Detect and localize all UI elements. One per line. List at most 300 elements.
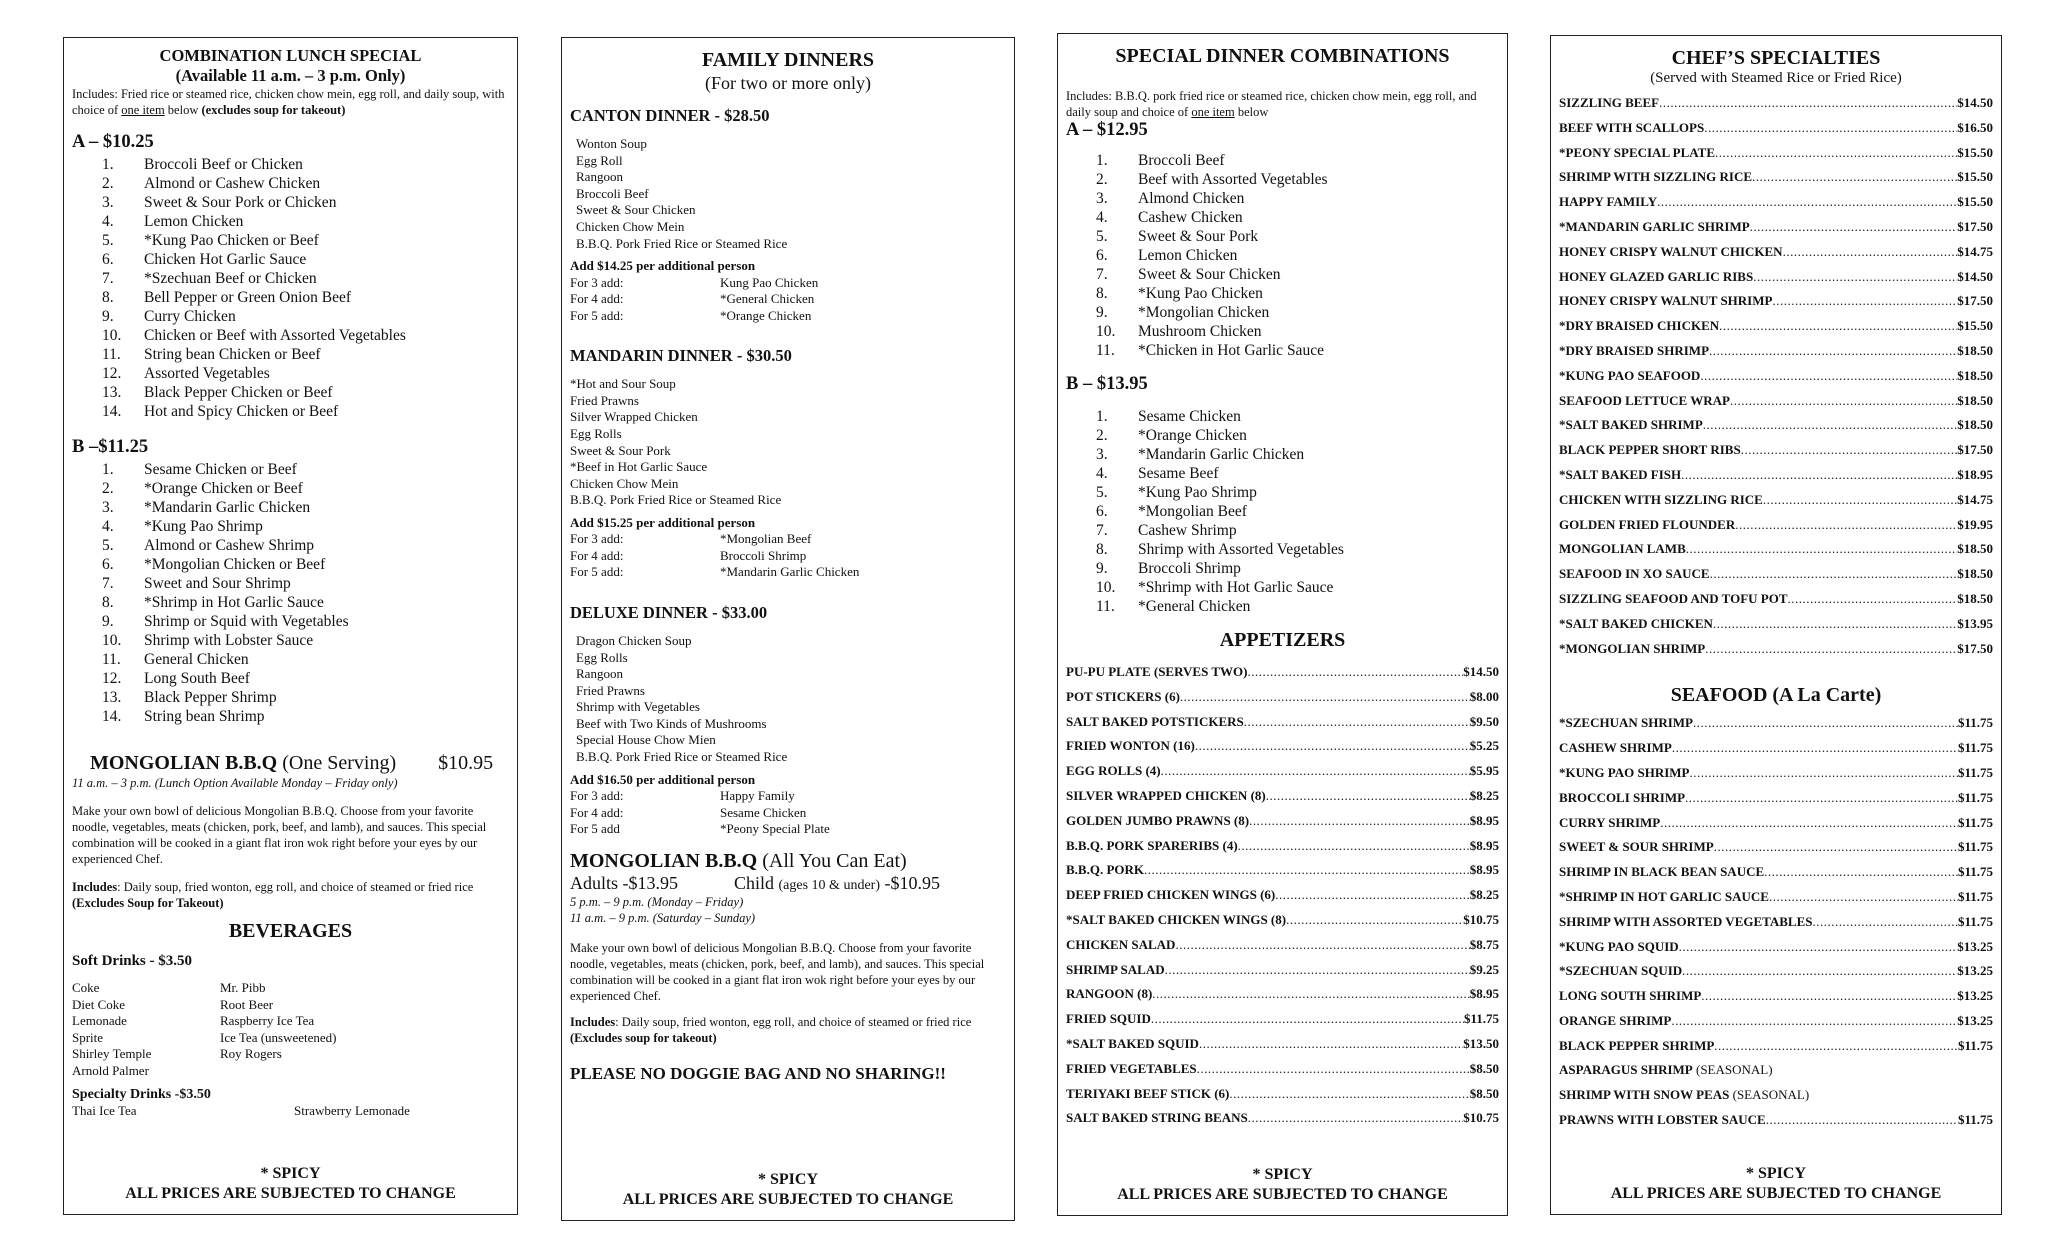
add-count: For 3 add: — [570, 788, 624, 804]
dish-line: Fried Prawns — [576, 682, 645, 698]
add-dish: *Mandarin Garlic Chicken — [720, 564, 860, 580]
item-label: Curry Chicken — [144, 308, 236, 325]
menu-item-name: GOLDEN JUMBO PRAWNS (8) — [1066, 812, 1250, 828]
menu-item — [1559, 811, 1993, 836]
dot-leader — [1175, 933, 1469, 958]
dish-line: *Hot and Sour Soup — [570, 376, 676, 392]
mandarin-items — [570, 376, 1006, 509]
menu-item-price: $18.95 — [1957, 466, 1993, 482]
menu-item-price: $11.75 — [1957, 888, 1993, 904]
lunch-mongolian-name: MONGOLIAN B.B.Q — [90, 752, 278, 774]
list-item — [1096, 540, 1499, 559]
family-inc-text: : Daily soup, fried wonton, egg roll, and choice of steamed or fried rice — [615, 1014, 972, 1029]
special-a-title: A – $12.95 — [1066, 120, 1148, 140]
item-number: 6. — [1096, 247, 1108, 264]
menu-item — [1559, 91, 1993, 116]
menu-item-price: $11.75 — [1957, 715, 1993, 731]
seafood-title: SEAFOOD (A La Carte) — [1670, 684, 1882, 707]
menu-item — [1066, 1057, 1499, 1082]
menu-item — [1559, 1083, 1993, 1108]
menu-item — [1559, 1009, 1993, 1034]
list-item — [102, 707, 509, 726]
menu-item-name: SWEET & SOUR SHRIMP — [1559, 839, 1714, 855]
add-dish: Happy Family — [720, 788, 795, 804]
menu-item-price: $8.95 — [1469, 986, 1499, 1002]
menu-item-name: SEAFOOD IN XO SAUCE — [1559, 566, 1710, 582]
appetizers-title: APPETIZERS — [1219, 629, 1346, 651]
menu-item-name: SHRIMP WITH SIZZLING RICE — [1559, 169, 1753, 185]
menu-item-price: $18.50 — [1957, 590, 1993, 606]
dot-leader — [1713, 612, 1957, 637]
menu-item-price: $11.75 — [1957, 913, 1993, 929]
add-count: For 3 add: — [570, 274, 624, 290]
item-number: 12. — [102, 365, 122, 382]
add-row — [570, 548, 1006, 565]
add-dish: *General Chicken — [720, 291, 815, 307]
item-label: Sesame Chicken or Beef — [144, 461, 297, 478]
dish-line: Wonton Soup — [576, 136, 647, 151]
item-number: 7. — [1096, 266, 1108, 283]
item-number: 5. — [1096, 228, 1108, 245]
deluxe-adds — [570, 788, 1006, 838]
dot-leader — [1266, 784, 1470, 809]
menu-item — [1559, 761, 1993, 786]
list-item — [1096, 170, 1499, 189]
dot-leader — [1710, 562, 1958, 587]
dot-leader — [1704, 116, 1957, 141]
item-label: Broccoli Beef or Chicken — [144, 156, 303, 173]
menu-item-price: $14.50 — [1957, 268, 1993, 284]
menu-item-price: $17.50 — [1957, 293, 1993, 309]
menu-item-price: $18.50 — [1957, 417, 1993, 433]
item-number: 1. — [1096, 152, 1108, 169]
menu-item-name: HAPPY FAMILY — [1559, 194, 1658, 210]
menu-item-price: $17.50 — [1957, 442, 1993, 458]
item-number: 12. — [102, 670, 122, 687]
menu-item — [1559, 289, 1993, 314]
add-dish: Broccoli Shrimp — [720, 547, 807, 563]
add-row — [570, 564, 1006, 581]
dot-leader — [1703, 413, 1957, 438]
menu-item-price: $17.50 — [1957, 640, 1993, 656]
menu-item — [1559, 612, 1993, 637]
item-label: *Mandarin Garlic Chicken — [144, 499, 311, 516]
seasonal-note: (SEASONAL) — [1692, 1062, 1773, 1078]
menu-item — [1066, 958, 1499, 983]
menu-item-name: SILVER WRAPPED CHICKEN (8) — [1066, 787, 1266, 803]
item-number: 2. — [102, 175, 114, 192]
item-label: *Mongolian Chicken or Beef — [144, 556, 326, 573]
item-label: *Kung Pao Chicken — [1138, 285, 1263, 302]
dish-line: B.B.Q. Pork Fried Rice or Steamed Rice — [570, 492, 782, 508]
dot-leader — [1161, 759, 1470, 784]
add-dish: *Peony Special Plate — [720, 821, 830, 837]
dot-leader — [1686, 537, 1958, 562]
menu-item — [1559, 141, 1993, 166]
item-label: Sweet & Sour Pork or Chicken — [144, 194, 337, 211]
lunch-footer — [64, 1164, 517, 1204]
dot-leader — [1152, 982, 1469, 1007]
dish-line: Lemonade — [72, 1013, 127, 1028]
item-label: Sweet & Sour Chicken — [1138, 266, 1281, 283]
dot-leader — [1705, 637, 1957, 662]
dish-line: Coke — [72, 980, 100, 995]
menu-item-price: $11.75 — [1957, 864, 1993, 880]
dot-leader — [1700, 364, 1957, 389]
menu-item-price: $19.95 — [1957, 516, 1993, 532]
item-label: *Mongolian Chicken — [1138, 304, 1270, 321]
menu-item-name: BLACK PEPPER SHRIMP — [1559, 1037, 1715, 1053]
menu-item — [1066, 660, 1499, 685]
menu-item — [1559, 736, 1993, 761]
menu-item — [1066, 1007, 1499, 1032]
list-item — [1096, 483, 1499, 502]
list-item — [102, 460, 509, 479]
child-ages: (ages 10 & under) — [778, 877, 880, 893]
dish-line: Beef with Two Kinds of Mushrooms — [576, 715, 767, 731]
item-number: 9. — [1096, 560, 1108, 577]
dish-line: B.B.Q. Pork Fried Rice or Steamed Rice — [576, 749, 788, 765]
menu-item-name: HONEY CRISPY WALNUT CHICKEN — [1559, 243, 1783, 259]
dot-leader — [1286, 908, 1463, 933]
add-row — [570, 291, 1006, 308]
dot-leader — [1763, 488, 1957, 513]
list-item — [1096, 464, 1499, 483]
item-label: Shrimp with Lobster Sauce — [144, 632, 314, 649]
lunch-subtitle: (Available 11 a.m. – 3 p.m. Only) — [175, 66, 406, 85]
list-item — [102, 479, 509, 498]
family-mongolian-includes — [570, 1014, 1006, 1046]
add-count: For 5 add: — [570, 307, 624, 323]
list-item — [1096, 189, 1499, 208]
item-number: 4. — [102, 518, 114, 535]
menu-item-name: *SHRIMP IN HOT GARLIC SAUCE — [1559, 888, 1769, 904]
dish-line: Shirley Temple — [72, 1046, 152, 1061]
menu-item-name: FRIED WONTON (16) — [1066, 738, 1195, 754]
menu-item — [1066, 908, 1499, 933]
specialty-drink: Thai Ice Tea — [72, 1103, 137, 1118]
no-sharing-notice: PLEASE NO DOGGIE BAG AND NO SHARING!! — [570, 1063, 946, 1083]
family-mongolian-sub: (All You Can Eat) — [757, 849, 907, 872]
item-label: Almond Chicken — [1138, 190, 1245, 207]
menu-item-name: *SALT BAKED CHICKEN — [1559, 615, 1713, 631]
list-item — [102, 688, 509, 707]
dot-leader — [1660, 811, 1958, 836]
family-title: FAMILY DINNERS — [701, 49, 875, 71]
soft-drinks-title: Soft Drinks - $3.50 — [72, 953, 193, 969]
dot-leader — [1735, 513, 1957, 538]
menu-item-name: SHRIMP WITH ASSORTED VEGETABLES — [1559, 913, 1813, 929]
dish-line: Raspberry Ice Tea — [220, 1013, 315, 1028]
add-row — [570, 275, 1006, 292]
dot-leader — [1659, 91, 1957, 116]
menu-item — [1559, 637, 1993, 662]
list-item — [102, 364, 509, 383]
item-label: Beef with Assorted Vegetables — [1138, 171, 1328, 188]
list-item — [102, 517, 509, 536]
child-amount: -$10.95 — [879, 872, 940, 893]
menu-item-name: SHRIMP IN BLACK BEAN SAUCE — [1559, 864, 1765, 880]
menu-item-price: $8.50 — [1469, 1085, 1499, 1101]
menu-item — [1066, 858, 1499, 883]
dot-leader — [1752, 165, 1957, 190]
menu-item — [1559, 513, 1993, 538]
item-number: 5. — [1096, 484, 1108, 501]
price-notice: ALL PRICES ARE SUBJECTED TO CHANGE — [125, 1185, 456, 1202]
menu-item — [1066, 1032, 1499, 1057]
canton-add: Add $14.25 per additional person — [570, 258, 756, 274]
menu-item-price: $15.50 — [1957, 144, 1993, 160]
item-number: 3. — [1096, 446, 1108, 463]
menu-item-name: *DRY BRAISED SHRIMP — [1559, 342, 1710, 358]
dot-leader — [1672, 736, 1958, 761]
dish-line: Broccoli Beef — [576, 185, 649, 201]
list-item — [102, 345, 509, 364]
spicy-note: * SPICY — [1745, 1165, 1806, 1182]
list-item — [102, 593, 509, 612]
item-number: 8. — [102, 289, 114, 306]
menu-item — [1066, 883, 1499, 908]
spicy-note: * SPICY — [1252, 1166, 1313, 1183]
item-number: 14. — [102, 708, 122, 725]
dish-line: Egg Rolls — [570, 425, 622, 441]
item-number: 2. — [1096, 171, 1108, 188]
menu-item-name: DEEP FRIED CHICKEN WINGS (6) — [1066, 887, 1276, 903]
lunch-mongolian-title — [90, 752, 396, 775]
menu-item — [1559, 339, 1993, 364]
specialty-drinks-title: Specialty Drinks -$3.50 — [72, 1087, 211, 1102]
menu-item-price: $8.95 — [1469, 862, 1499, 878]
add-row — [570, 821, 1006, 838]
dot-leader — [1144, 858, 1470, 883]
menu-item — [1559, 463, 1993, 488]
menu-item-name: *KUNG PAO SEAFOOD — [1559, 367, 1701, 383]
menu-item-name: B.B.Q. PORK SPARERIBS (4) — [1066, 837, 1238, 853]
special-b-title: B – $13.95 — [1066, 374, 1148, 394]
item-label: Long South Beef — [144, 670, 250, 687]
menu-item-price: $15.50 — [1957, 169, 1993, 185]
list-item — [1096, 502, 1499, 521]
dot-leader — [1719, 314, 1957, 339]
menu-item-name: SIZZLING BEEF — [1559, 95, 1660, 110]
menu-item-name: CHICKEN SALAD — [1066, 936, 1176, 952]
menu-item-price: $8.95 — [1469, 812, 1499, 828]
dish-line: Rangoon — [576, 169, 623, 185]
lunch-inc2-text: : Daily soup, fried wonton, egg roll, and choice of steamed or fried rice — [117, 880, 474, 894]
item-number: 1. — [1096, 408, 1108, 425]
menu-item-name: GOLDEN FRIED FLOUNDER — [1559, 516, 1736, 532]
item-number: 7. — [102, 575, 114, 592]
menu-item — [1559, 364, 1993, 389]
lunch-includes — [72, 86, 509, 118]
price-notice: ALL PRICES ARE SUBJECTED TO CHANGE — [1610, 1185, 1942, 1202]
menu-item-name: *KUNG PAO SQUID — [1559, 938, 1679, 954]
menu-item-price: $11.75 — [1957, 839, 1993, 855]
dish-line: Dragon Chicken Soup — [576, 632, 692, 648]
dot-leader — [1701, 984, 1957, 1009]
item-number: 10. — [1096, 323, 1116, 340]
dot-leader — [1715, 141, 1957, 166]
menu-item-price: $9.50 — [1469, 713, 1499, 729]
item-label: *General Chicken — [1138, 598, 1251, 615]
add-dish: Sesame Chicken — [720, 804, 807, 820]
item-number: 14. — [102, 403, 122, 420]
add-count: For 4 add: — [570, 547, 624, 563]
menu-item-price: $13.25 — [1957, 938, 1993, 954]
panel-special-dinner — [1057, 33, 1508, 1216]
menu-item — [1066, 982, 1499, 1007]
dot-leader — [1813, 910, 1958, 935]
menu-item-price: $11.75 — [1957, 740, 1993, 756]
menu-item-price: $5.95 — [1469, 763, 1499, 779]
lunch-b-title: B –$11.25 — [72, 437, 149, 457]
menu-item-price: $8.50 — [1469, 1060, 1499, 1076]
dot-leader — [1772, 289, 1957, 314]
menu-item-price: $13.95 — [1957, 615, 1993, 631]
canton-items — [570, 136, 1006, 252]
menu-item — [1066, 685, 1499, 710]
lunch-includes-text2: below — [164, 103, 202, 117]
panel-lunch-special — [63, 37, 518, 1215]
menu-item-price: $8.75 — [1469, 936, 1499, 952]
menu-item — [1559, 910, 1993, 935]
menu-item-price: $11.75 — [1957, 814, 1993, 830]
dot-leader — [1151, 1007, 1464, 1032]
menu-item — [1559, 165, 1993, 190]
menu-item-price: $8.00 — [1469, 688, 1499, 704]
list-item — [102, 174, 509, 193]
dish-line: *Beef in Hot Garlic Sauce — [570, 459, 708, 475]
item-number: 11. — [102, 651, 121, 668]
special-includes — [1066, 88, 1499, 120]
specialty-drink: Strawberry Lemonade — [294, 1103, 410, 1118]
menu-item — [1559, 1058, 1993, 1083]
add-dish: *Mongolian Beef — [720, 531, 812, 547]
menu-item-name: *MONGOLIAN SHRIMP — [1559, 640, 1706, 656]
dish-line: Shrimp with Vegetables — [576, 699, 700, 715]
item-number: 13. — [102, 689, 122, 706]
dot-leader — [1730, 389, 1957, 414]
item-label: Assorted Vegetables — [144, 365, 270, 382]
menu-item-name: POT STICKERS (6) — [1066, 688, 1180, 704]
item-label: Broccoli Shrimp — [1138, 560, 1241, 577]
menu-item-price: $8.25 — [1469, 787, 1499, 803]
list-item — [1096, 407, 1499, 426]
child-label: Child — [734, 872, 779, 893]
family-mongolian-header — [570, 850, 1006, 873]
list-item — [102, 669, 509, 688]
dish-line: Sweet & Sour Pork — [570, 442, 671, 458]
add-row — [570, 531, 1006, 548]
item-label: String bean Shrimp — [144, 708, 265, 725]
spicy-note: * SPICY — [757, 1171, 818, 1188]
dish-line: B.B.Q. Pork Fried Rice or Steamed Rice — [576, 235, 788, 251]
menu-item — [1559, 835, 1993, 860]
menu-item-name: *SALT BAKED CHICKEN WINGS (8) — [1066, 911, 1287, 927]
item-label: Almond or Cashew Shrimp — [144, 537, 315, 554]
chef-items-list — [1559, 91, 1993, 661]
item-number: 9. — [1096, 304, 1108, 321]
list-item — [1096, 445, 1499, 464]
menu-item-name: *KUNG PAO SHRIMP — [1559, 764, 1690, 780]
menu-item-price: $17.50 — [1957, 218, 1993, 234]
family-mongolian-name: MONGOLIAN B.B.Q — [570, 849, 758, 872]
item-number: 7. — [102, 270, 114, 287]
item-label: General Chicken — [144, 651, 249, 668]
item-label: Sweet & Sour Pork — [1138, 228, 1259, 245]
list-item — [102, 498, 509, 517]
item-label: Cashew Shrimp — [1138, 522, 1237, 539]
dot-leader — [1764, 860, 1958, 885]
item-label: *Kung Pao Shrimp — [1138, 484, 1257, 501]
menu-item-price: $15.50 — [1957, 194, 1993, 210]
menu-item-price: $14.50 — [1463, 664, 1499, 679]
lunch-mongolian-header — [72, 752, 509, 775]
asparagus-name: ASPARAGUS SHRIMP — [1559, 1062, 1693, 1078]
dish-line: Roy Rogers — [220, 1046, 282, 1061]
menu-item — [1066, 710, 1499, 735]
dot-leader — [1165, 958, 1470, 983]
dot-leader — [1753, 265, 1957, 290]
menu-item-price: $15.50 — [1957, 318, 1993, 334]
list-item — [1096, 265, 1499, 284]
menu-item — [1559, 413, 1993, 438]
menu-item-name: SALT BAKED STRING BEANS — [1066, 1110, 1248, 1126]
list-item — [1096, 559, 1499, 578]
menu-item — [1066, 809, 1499, 834]
item-number: 3. — [102, 499, 114, 516]
menu-item — [1559, 190, 1993, 215]
item-label: Hot and Spicy Chicken or Beef — [144, 403, 339, 420]
menu-item-name: EGG ROLLS (4) — [1066, 763, 1161, 779]
family-footer — [562, 1170, 1014, 1210]
menu-item — [1066, 834, 1499, 859]
menu-item-price: $18.50 — [1957, 367, 1993, 383]
special-title: SPECIAL DINNER COMBINATIONS — [1115, 45, 1450, 67]
item-label: Sweet and Sour Shrimp — [144, 575, 291, 592]
menu-item-price: $8.25 — [1469, 887, 1499, 903]
list-item — [102, 155, 509, 174]
list-item — [102, 536, 509, 555]
item-number: 13. — [102, 384, 122, 401]
item-number: 7. — [1096, 522, 1108, 539]
item-label: Bell Pepper or Green Onion Beef — [144, 289, 352, 306]
item-label: *Mongolian Beef — [1138, 503, 1247, 520]
menu-item-name: HONEY CRISPY WALNUT SHRIMP — [1559, 293, 1773, 309]
item-label: Broccoli Beef — [1138, 152, 1225, 169]
dot-leader — [1685, 786, 1958, 811]
dot-leader — [1244, 710, 1470, 735]
item-number: 6. — [102, 556, 114, 573]
menu-item-name: PRAWNS WITH LOBSTER SAUCE — [1559, 1112, 1766, 1128]
panel-family-dinners — [561, 37, 1015, 1221]
mandarin-add: Add $15.25 per additional person — [570, 514, 756, 530]
dish-line: Arnold Palmer — [72, 1062, 149, 1078]
menu-item-name: *DRY BRAISED CHICKEN — [1559, 318, 1720, 334]
item-number: 4. — [102, 213, 114, 230]
menu-item-name: TERIYAKI BEEF STICK (6) — [1066, 1085, 1230, 1101]
list-item — [1096, 597, 1499, 616]
list-item — [102, 193, 509, 212]
item-label: Almond or Cashew Chicken — [144, 175, 321, 192]
item-label: *Orange Chicken — [1138, 427, 1247, 444]
menu-item-name: HONEY GLAZED GARLIC RIBS — [1559, 268, 1754, 284]
menu-item-price: $18.50 — [1957, 342, 1993, 358]
item-label: Sesame Chicken — [1138, 408, 1241, 425]
item-label: *Orange Chicken or Beef — [144, 480, 303, 497]
deluxe-title: DELUXE DINNER - $33.00 — [570, 602, 768, 622]
list-item — [102, 326, 509, 345]
